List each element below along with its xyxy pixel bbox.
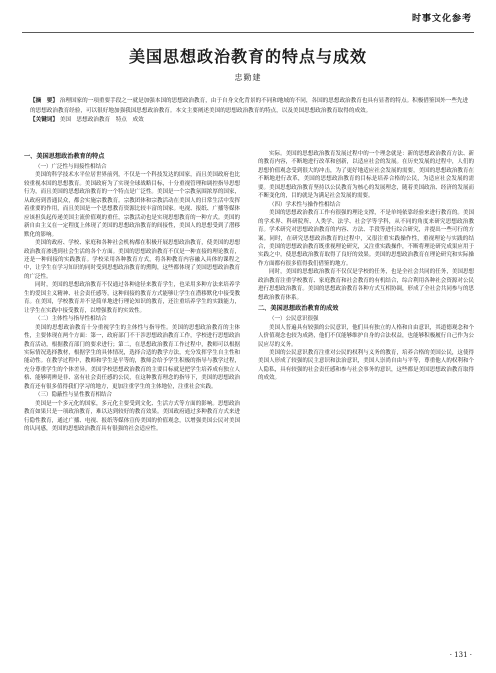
subsection-heading: （三）隐蔽性与显性教育相结合 [35,392,113,399]
abstract [30,97,470,126]
article-author: 忠勤建 [234,73,262,82]
keywords-label: 【关键词】 [30,117,58,124]
subsection-heading: （二）主体性与指导性相结合 [35,316,107,323]
body-paragraph: 美国是一个多元化的国家，多元化主要受到文化、生活方式等方面的影响。思想政治教育如果只是一项政治教育，难以达到较好的教育效果。美国政府通过多种教育方式来进行隐性教育，通过广播、电视、报纸等媒体宣传美国的价值观念，以增强美国公民对美国的认同感，美国的思想政治教育具有很强的社会适应性。 [24,400,240,433]
body-paragraph: 美国的公民意识教育注重对公民的权利与义务的教育，培养合格的美国公民，这使得美国人形成了较强的民主意识和法治意识，美国人崇尚自由与平等，尊重他人的权利和个人隐私，具有较强的社会责任感和参与社会事务的意识，这些都是美国思想政治教育取得的成效。 [258,349,474,382]
body-paragraph: 同时，美国的思想政治教育不仅仅是学校的任务，也是全社会共同的任务，美国思想政治教育注重学校教育、家庭教育和社会教育的有机结合，综合利用各种社会资源对公民进行思想政治教育。美国的思想政治教育各种方式互相协调，形成了全社会共同参与的思想政治教育体系。 [258,269,474,301]
article-title: 美国思想政治教育的特点与成效 [128,47,367,66]
abstract-label: 【摘 要】 [30,98,58,104]
subsection-heading: （四）学术性与操作性相结合 [269,201,341,208]
subsection-heading: （一）公民意识很强 [269,316,319,323]
subsection-heading: （一）广泛性与间接性相结合 [35,164,107,170]
body-paragraph: 美国的思想政治教育工作有很强的理论支撑，不是单纯依靠经验来进行教育的。美国的学术界、科研院所、人类学、法学、社会学等学科，从不同的角度来研究思想政治教育。学术研究对思想政治教育的内容、方法、手段等进行综合研究，并提出一些可行的方案。同时，在研究思想政治教育的过程中，又很注重实践操作性，重视理论与实践的结合，美国的思想政治教育既重视理论研究，又注重实践操作，不断将理论研究成果应用于实践之中，使思想政治教育取得了良好的效果。美国的思想政治教育在理论研究和实际操作方面都有很多值得我们借鉴的地方。 [258,210,474,267]
keywords-text: 美国 思想政治教育 特点 成效 [59,117,144,124]
body-paragraph: 美国的科学技术水平位居世界前列，不仅是一个科技发达的国家，而且美国政府也比较重视本国的思想教育。美国政府为了实现全球战略目标，十分重视管理和调控指导思想行为，而且美国的思想政治教育的一个特点是广泛性。美国是一个宗教氛围浓厚的国家，从政府到普通民众，都会实施宗教教育。宗教团体和宗教活动在美国人的日常生活中发挥着重要的作用，而且美国是一个思想教育资源比较丰富的国家。电视、报纸、广播等媒体应该担负起传递美国主流价值观的重任，宗教活动也是实现思想教育的一种方式。美国的新自由主义在一定程度上体现了美国的思想政治教育的间接性，美国人的思想受到了潜移默化的影响。 [24,172,240,238]
body-paragraph: 美国的政府、学校、家庭和各种社会机构都在积极开展思想政治教育，使美国的思想政治教育渗透到社会生活的各个方面。美国的思想政治教育不仅是一种直接的理论教育，还是一种间接的实践教育。学校采用各种教育方式，将各种教育内容融入具体的课程之中，让学生在学习知识的同时受到思想政治教育的熏陶，这些都体现了美国思想政治教育的广泛性。 [24,240,240,280]
section-heading: 二、美国思想政治教育的成效 [258,305,339,313]
body-paragraph: 美国人普遍具有较强的公民意识，他们具有独立的人格和自由意识，其道德观念和个人价值观念也较为成熟，他们不仅能够维护自身的合法权益，也能够积极履行自己作为公民应尽的义务。 [258,324,474,348]
body-paragraph: 实际。美国的思想政治教育发展过程中的一个理念就是：新的思想政治教育方法、新的教育内容，不断地进行改革和创新，以适应社会的发展。在历史发展的过程中，人们的思想价值观念受到很大的冲击，为了更好地适应社会发展的需要，美国的思想政治教育在不断地进行改革，美国的思想政治教育的目标是培养合格的公民，为适应社会发展的需要。美国思想政治教育坚持以公民教育为核心的发展理念，随着美国政治、经济的发展而不断变化的，目的就是为满足社会发展的需要。 [258,151,474,200]
abstract-text: 治理国家的一项重要手段之一就是加强本国的思想政治教育，由于自身文化背景的不同和地域的不同，各国的思想政治教育也具有显著的特点。积极借鉴国外一些先进的思想政治教育经验，可以很好地加强我国思想政治教育。本文主要阐述美国的思想政治教育的特点，以及美国思想政治教育取得的成效。 [30,98,469,114]
section-heading: 一、美国思想政治教育的特点 [24,153,105,160]
left-column [24,150,240,662]
body-paragraph: 同时，美国的思想政治教育不仅通过各种途径来教育学生，也采用多种方法来培养学生的爱国主义精神、社会责任感等，这种间接的教育方式能够让学生在潜移默化中接受教育。在美国，学校教育并不是简单地进行理论知识的教育，还注重培养学生的实践能力，让学生在实践中接受教育，以增强教育的实效性。 [24,282,240,314]
right-column [258,150,474,662]
section-label: 时事文化参考 [411,14,472,24]
page-number: · 131 · [449,651,472,659]
body-paragraph: 美国的思想政治教育十分重视学生的主体性与指导性。美国的思想政治教育的主体性，主要体现在两个方面：第一，政府部门不干涉思想政治教育工作，学校进行思想政治教育活动，根据教育部门的要求进行；第二，在思想政治教育工作过程中，教师可以根据实际情况选择教材，根据学生的具体情况，选择合适的教学方法，充分发挥学生自主性和能动性。在教学过程中，教师和学生是平等的，教师会给予学生积极的指导与教学过程，充分尊重学生的个体差异。美国学校思想政治教育的主要目标就是把学生培养成有独立人格、能够明辨是非、富有社会责任感的公民，在这种教育理念的指导下，美国的思想政治教育还有很多值得我们学习的地方，更加注重学生的主体地位，注重社会实践。 [24,324,240,390]
header-rule [22,22,474,33]
